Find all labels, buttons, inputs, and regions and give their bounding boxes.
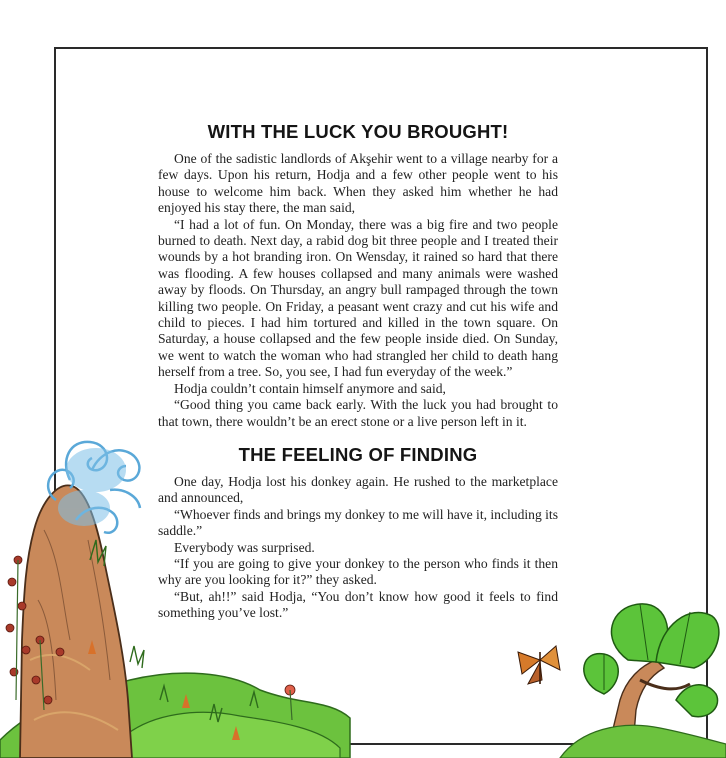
story-paragraph: “Whoever finds and brings my donkey to me will have it, including its saddle.”	[158, 506, 558, 539]
story-title: THE FEELING OF FINDING	[238, 444, 478, 465]
story-paragraph: One of the sadistic landlords of Akşehir went to a village nearby for a few days. Upon his return, Hodja and a few other people went to his house to welcome him back. When they asked him whether he had enjoyed his stay there, the man said,	[158, 151, 558, 216]
rock	[20, 485, 132, 758]
story-paragraph: Everybody was surprised.	[174, 539, 315, 555]
story-paragraph: “I had a lot of fun. On Monday, there was a big fire and two people burned to death. Next day, a rabid dog bit three people and I treated their wounds by a hot branding iron. On Wensday, it rained so hard that there was flooding. A few houses collapsed and many animals were washed away by floods. On Thursday, an angry bull rampaged through the town killing two people. On Friday, a peasant went crazy and cut his wife and child to pieces. I had him tortured and killed in the town square. On Saturday, a house collapsed and the few people inside died. On Sunday, we went to watch the woman who had strangled her child to death hang herself from a tree. So, you see, I had fun everyday of the week.”	[158, 216, 558, 380]
story-paragraph: “If you are going to give your donkey to the person who finds it then why are you looking for it?” they asked.	[158, 556, 558, 588]
grass-right	[560, 725, 726, 758]
story-paragraph: “But, ah!!” said Hodja, “You don’t know how good it feels to find something you’ve lost.”	[158, 588, 558, 621]
story-paragraph: One day, Hodja lost his donkey again. He rushed to the marketplace and announced,	[158, 474, 558, 506]
story-title: WITH THE LUCK YOU BROUGHT!	[207, 121, 509, 142]
butterfly	[518, 646, 560, 684]
story-paragraph: “Good thing you came back early. With the luck you had brought to that town, there wouldn’t be an erect stone or a live person left in it.	[158, 397, 558, 429]
story-paragraph: Hodja couldn’t contain himself anymore and said,	[174, 380, 446, 396]
